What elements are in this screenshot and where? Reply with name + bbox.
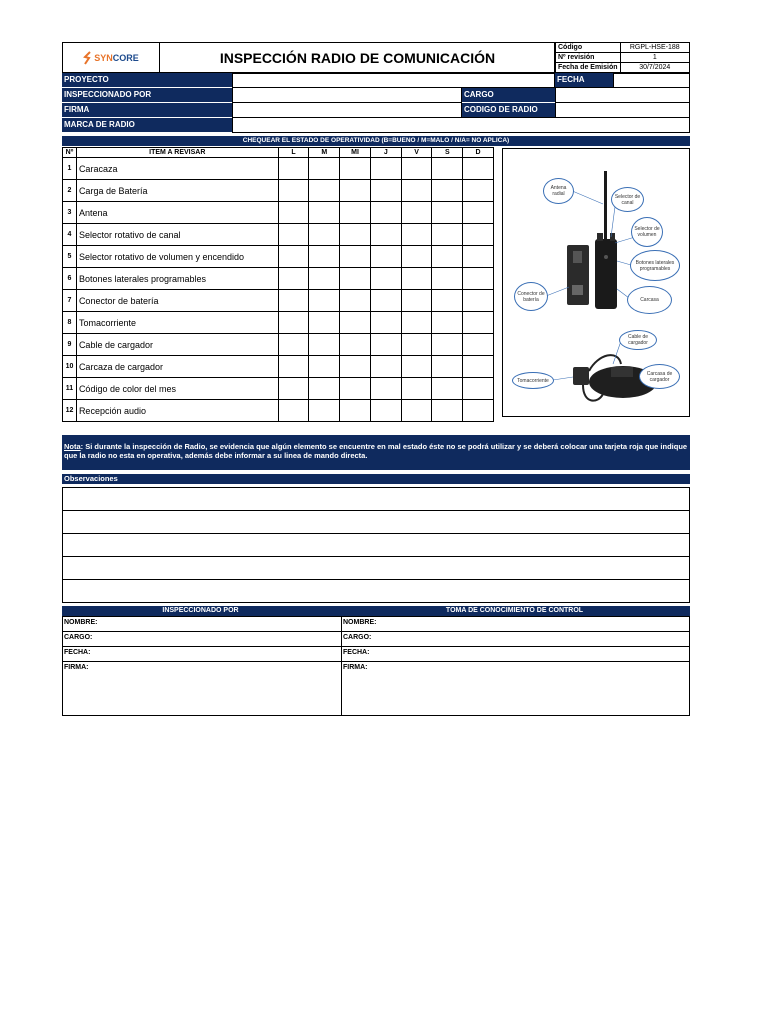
cargo-label: CARGO [462, 88, 555, 102]
check-cell[interactable] [278, 400, 309, 422]
check-cell[interactable] [340, 202, 371, 224]
check-cell[interactable] [401, 312, 432, 334]
sig-left-title: INSPECCIONADO POR [62, 606, 339, 616]
check-cell[interactable] [309, 356, 340, 378]
meta-value: 30/7/2024 [620, 63, 689, 73]
item-number: 6 [63, 268, 77, 290]
check-cell[interactable] [432, 180, 463, 202]
check-cell[interactable] [401, 246, 432, 268]
sig-left-firma[interactable]: FIRMA: [63, 662, 342, 716]
item-label: Carga de Batería [76, 180, 278, 202]
sig-right-nombre[interactable]: NOMBRE: [342, 617, 690, 632]
callout-selector-volumen: Selector de volumen [631, 217, 663, 247]
item-number: 3 [63, 202, 77, 224]
item-label: Botones laterales programables [76, 268, 278, 290]
check-cell[interactable] [463, 334, 494, 356]
codigo-radio-label: CODIGO DE RADIO [462, 103, 555, 117]
observations-line-3[interactable] [62, 534, 690, 557]
item-number: 9 [63, 334, 77, 356]
sig-right-firma[interactable]: FIRMA: [342, 662, 690, 716]
checklist-row [63, 202, 494, 224]
check-cell[interactable] [278, 246, 309, 268]
check-cell[interactable] [340, 378, 371, 400]
item-label: Código de color del mes [76, 378, 278, 400]
check-cell[interactable] [432, 290, 463, 312]
marca-radio-label: MARCA DE RADIO [62, 118, 232, 132]
checklist-row [63, 158, 494, 180]
check-cell[interactable] [370, 400, 401, 422]
observations-line-2[interactable] [62, 511, 690, 534]
check-cell[interactable] [370, 334, 401, 356]
observations-line-5[interactable] [62, 580, 690, 603]
callout-antena: Antena radial [543, 178, 574, 204]
check-cell[interactable] [432, 158, 463, 180]
fecha-label: FECHA [555, 73, 613, 87]
item-number: 4 [63, 224, 77, 246]
check-cell[interactable] [340, 334, 371, 356]
check-cell[interactable] [463, 246, 494, 268]
meta-label: Nº revisión [556, 53, 621, 63]
check-cell[interactable] [278, 202, 309, 224]
check-cell[interactable] [463, 356, 494, 378]
sig-left-nombre[interactable]: NOMBRE: [63, 617, 342, 632]
col-number-header: Nº [63, 148, 77, 158]
check-cell[interactable] [340, 312, 371, 334]
check-cell[interactable] [309, 400, 340, 422]
check-cell[interactable] [432, 334, 463, 356]
check-cell[interactable] [278, 180, 309, 202]
check-cell[interactable] [463, 202, 494, 224]
check-cell[interactable] [370, 290, 401, 312]
checklist-row [63, 224, 494, 246]
sig-left-cargo[interactable]: CARGO: [63, 632, 342, 647]
day-header-l: L [278, 148, 309, 158]
callout-tomacorriente: Tomacorriente [512, 372, 554, 389]
firma-field[interactable] [232, 102, 462, 118]
logo-text [94, 53, 139, 63]
codigo-radio-field[interactable] [555, 102, 690, 118]
col-item-header: ITEM A REVISAR [76, 148, 278, 158]
callout-botones: Botones laterales programables [630, 250, 680, 281]
observations-header: Observaciones [62, 474, 690, 484]
check-cell[interactable] [309, 268, 340, 290]
meta-value: 1 [620, 53, 689, 63]
check-cell[interactable] [278, 334, 309, 356]
check-cell[interactable] [432, 400, 463, 422]
check-cell[interactable] [401, 378, 432, 400]
observations-line-4[interactable] [62, 557, 690, 580]
check-cell[interactable] [370, 356, 401, 378]
check-cell[interactable] [432, 224, 463, 246]
check-cell[interactable] [278, 378, 309, 400]
observations-line-1[interactable] [62, 487, 690, 511]
check-cell[interactable] [309, 246, 340, 268]
meta-label: Código [556, 43, 621, 53]
sig-right-cargo[interactable]: CARGO: [342, 632, 690, 647]
day-header-m: M [309, 148, 340, 158]
check-cell[interactable] [370, 202, 401, 224]
check-cell[interactable] [309, 158, 340, 180]
check-cell[interactable] [340, 400, 371, 422]
sig-row-firma [63, 662, 690, 716]
check-cell[interactable] [309, 334, 340, 356]
callout-selector-canal: Selector de canal [611, 187, 644, 212]
day-header-s: S [432, 148, 463, 158]
check-cell[interactable] [401, 400, 432, 422]
checklist-row [63, 312, 494, 334]
check-cell[interactable] [463, 224, 494, 246]
item-label: Antena [76, 202, 278, 224]
check-cell[interactable] [340, 180, 371, 202]
check-cell[interactable] [432, 268, 463, 290]
sig-row-nombre [63, 617, 690, 632]
day-header-j: J [370, 148, 401, 158]
syncore-logo-icon [82, 51, 94, 65]
check-cell[interactable] [278, 312, 309, 334]
checklist-row [63, 378, 494, 400]
check-cell[interactable] [278, 268, 309, 290]
item-label: Conector de batería [76, 290, 278, 312]
check-cell[interactable] [309, 378, 340, 400]
firma-label: FIRMA [62, 103, 232, 117]
day-header-d: D [463, 148, 494, 158]
sig-right-fecha[interactable]: FECHA: [342, 647, 690, 662]
check-cell[interactable] [463, 312, 494, 334]
checklist-body [63, 158, 494, 422]
callout-cable-cargador: Cable de cargador [619, 330, 657, 350]
item-label: Selector rotativo de volumen y encendido [76, 246, 278, 268]
checklist-row [63, 180, 494, 202]
check-cell[interactable] [278, 158, 309, 180]
check-cell[interactable] [309, 180, 340, 202]
note-prefix: Nota [64, 442, 81, 451]
check-cell[interactable] [309, 224, 340, 246]
callout-conector: Conector de batería [514, 282, 548, 311]
check-cell[interactable] [463, 400, 494, 422]
checklist-row [63, 356, 494, 378]
note-box [62, 435, 690, 470]
signature-table [62, 616, 690, 716]
check-cell[interactable] [463, 158, 494, 180]
note-text: : Si durante la inspección de Radio, se evidencia que algún elemento se encuentre en mal estado éste no se podrá utilizar y se deberá colocar una tarjeta roja que indique que la radio no esta en operativa, además debe informar a su linea de mando directa. [64, 442, 688, 460]
check-cell[interactable] [370, 180, 401, 202]
check-cell[interactable] [340, 356, 371, 378]
check-cell[interactable] [278, 290, 309, 312]
checklist-row [63, 246, 494, 268]
check-cell[interactable] [340, 268, 371, 290]
check-cell[interactable] [401, 334, 432, 356]
check-cell[interactable] [463, 268, 494, 290]
checklist-row [63, 268, 494, 290]
check-cell[interactable] [401, 180, 432, 202]
item-number: 7 [63, 290, 77, 312]
check-cell[interactable] [432, 246, 463, 268]
item-label: Selector rotativo de canal [76, 224, 278, 246]
logo-text-syn: SYN [94, 52, 113, 63]
check-cell[interactable] [463, 180, 494, 202]
checklist-row [63, 290, 494, 312]
sig-right-title: TOMA DE CONOCIMIENTO DE CONTROL [339, 606, 690, 616]
day-header-v: V [401, 148, 432, 158]
check-cell[interactable] [401, 268, 432, 290]
item-number: 12 [63, 400, 77, 422]
checklist-row [63, 400, 494, 422]
check-cell[interactable] [340, 224, 371, 246]
cargo-field[interactable] [555, 87, 690, 103]
page-title: INSPECCIÓN RADIO DE COMUNICACIÓN [219, 49, 496, 66]
check-cell[interactable] [370, 378, 401, 400]
inspeccionado-por-label: INSPECCIONADO POR [62, 88, 232, 102]
check-cell[interactable] [340, 158, 371, 180]
checklist-row [63, 334, 494, 356]
item-label: Cable de cargador [76, 334, 278, 356]
check-cell[interactable] [401, 158, 432, 180]
check-cell[interactable] [401, 290, 432, 312]
checklist-header-row [63, 148, 494, 158]
check-cell[interactable] [463, 290, 494, 312]
meta-label: Fecha de Emisión [556, 63, 621, 73]
check-cell[interactable] [340, 290, 371, 312]
logo-cell [62, 42, 160, 73]
inspeccionado-por-field[interactable] [232, 87, 462, 103]
item-number: 11 [63, 378, 77, 400]
check-cell[interactable] [370, 312, 401, 334]
item-label: Caracaza [76, 158, 278, 180]
check-cell[interactable] [370, 158, 401, 180]
check-cell[interactable] [432, 312, 463, 334]
logo-text-core: CORE [112, 52, 139, 63]
item-number: 10 [63, 356, 77, 378]
item-label: Recepción audio [76, 400, 278, 422]
check-cell[interactable] [340, 246, 371, 268]
check-cell[interactable] [401, 202, 432, 224]
marca-radio-field[interactable] [232, 117, 690, 133]
check-cell[interactable] [401, 356, 432, 378]
item-number: 8 [63, 312, 77, 334]
check-cell[interactable] [432, 378, 463, 400]
meta-row-fecha-emision [556, 63, 690, 73]
checklist-banner: CHEQUEAR EL ESTADO DE OPERATIVIDAD (B=BUENO / M=MALO / N/A= NO APLICA) [62, 136, 690, 146]
checklist-table [62, 147, 494, 422]
fecha-field[interactable] [613, 73, 690, 88]
callout-carcasa: Carcasa [627, 286, 672, 314]
item-number: 5 [63, 246, 77, 268]
day-header-mi: MI [340, 148, 371, 158]
radio-diagram [502, 148, 690, 417]
check-cell[interactable] [309, 202, 340, 224]
check-cell[interactable] [309, 290, 340, 312]
check-cell[interactable] [278, 224, 309, 246]
check-cell[interactable] [432, 202, 463, 224]
check-cell[interactable] [463, 378, 494, 400]
item-number: 1 [63, 158, 77, 180]
check-cell[interactable] [370, 268, 401, 290]
check-cell[interactable] [370, 246, 401, 268]
meta-value: RGPL-HSE-188 [620, 43, 689, 53]
proyecto-field[interactable] [232, 73, 555, 88]
check-cell[interactable] [401, 224, 432, 246]
document-meta-table [555, 42, 690, 73]
sig-row-cargo [63, 632, 690, 647]
item-label: Tomacorriente [76, 312, 278, 334]
item-number: 2 [63, 180, 77, 202]
meta-row-codigo [556, 43, 690, 53]
callout-carcasa-cargador: Carcasa de cargador [639, 364, 680, 389]
proyecto-label: PROYECTO [62, 73, 232, 87]
check-cell[interactable] [309, 312, 340, 334]
item-label: Carcaza de cargador [76, 356, 278, 378]
check-cell[interactable] [278, 356, 309, 378]
check-cell[interactable] [370, 224, 401, 246]
meta-row-revision [556, 53, 690, 63]
check-cell[interactable] [432, 356, 463, 378]
sig-row-fecha [63, 647, 690, 662]
sig-left-fecha[interactable]: FECHA: [63, 647, 342, 662]
